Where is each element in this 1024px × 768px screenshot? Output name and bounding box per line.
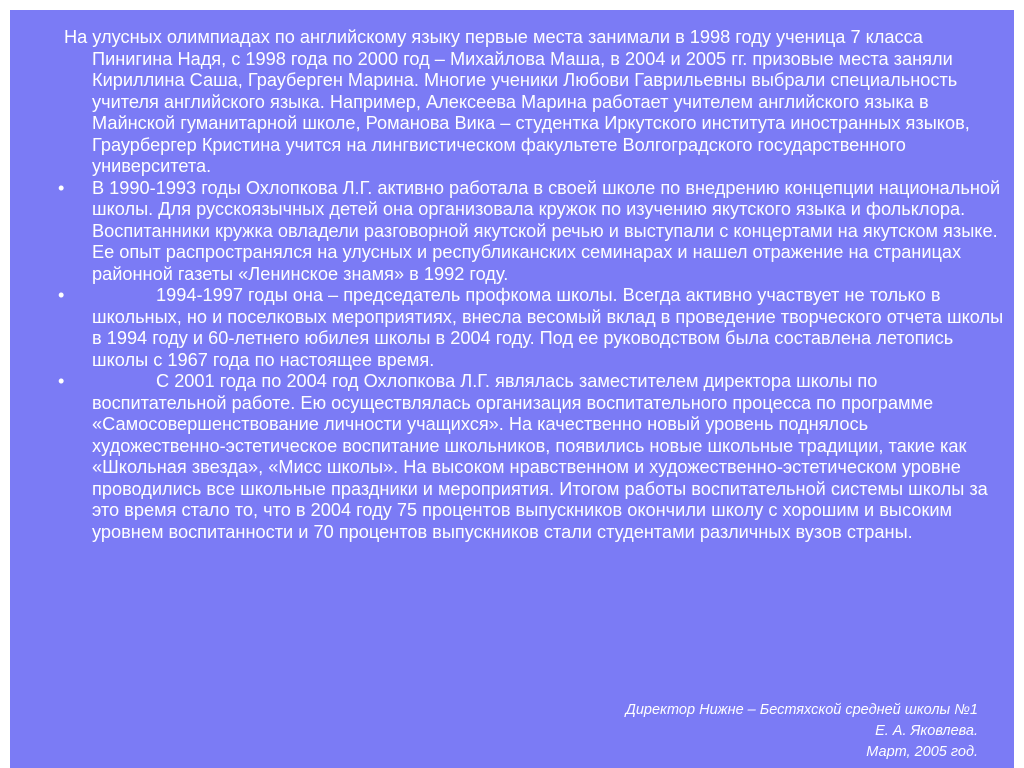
signature-date: Март, 2005 год.	[866, 744, 978, 760]
slide-body	[58, 27, 1004, 543]
paragraph-text: 1994-1997 годы она – председатель профкома школы. Всегда активно участвует не только в школьных, но и поселковых мероприятиях, внесла весомый вклад в проведение творческого отчета школы в 1994 году и 60-летнего юбилея школы в 2004 году. Под ее руководством была составлена летопись школы с 1967 года по настоящее время.	[92, 285, 1004, 370]
signature-block	[626, 700, 978, 763]
paragraph-olympiads	[64, 27, 1004, 178]
paragraph-text: С 2001 года по 2004 год Охлопкова Л.Г. являлась заместителем директора школы по воспитательной работе. Ею осуществлялась организация воспитательного процесса по программе «Самосовершенствование личности учащихся». На качественно новый уровень поднялось художественно-эстетическое воспитание школьников, появились новые школьные традиции, такие как «Школьная звезда», «Мисс школы». На высоком нравственном и художественно-эстетическом уровне проводились все школьные праздники и мероприятия. Итогом работы воспитательной системы школы за это время стало то, что в 2004 году 75 процентов выпускников окончили школу с хорошим и высоким уровнем воспитанности и 70 процентов выпускников стали студентами различных вузов страны.	[92, 371, 988, 542]
bullet-item-national-school	[58, 177, 1004, 286]
bullet-item-trade-union	[58, 285, 1004, 371]
bullet-icon: •	[58, 285, 65, 305]
slide	[10, 10, 1014, 768]
bullet-item-deputy-director	[58, 371, 1004, 543]
bullet-icon: •	[58, 177, 65, 198]
signature-position: Директор Нижне – Бестяхской средней школы №1	[625, 702, 978, 718]
signature-name: Е. А. Яковлева.	[875, 723, 978, 739]
paragraph-text: На улусных олимпиадах по английскому языку первые места занимали в 1998 году ученица 7 класса Пинигина Надя, с 1998 года по 2000 год – Михайлова Маша, в 2004 и 2005 гг. призовые места заняли Кириллина Саша, Грауберген Марина. Многие ученики Любови Гаврильевны выбрали специальность учителя английского языка. Например, Алексеева Марина работает учителем английского языка в Майнской гуманитарной школе, Романова Вика – студентка Иркутского института иностранных языков, Граурбергер Кристина учится на лингвистическом факультете Волгоградского государственного университета.	[64, 27, 970, 176]
paragraph-text: В 1990-1993 годы Охлопкова Л.Г. активно работала в своей школе по внедрению концепции национальной школы. Для русскоязычных детей она организовала кружок по изучению якутского языка и фольклора. Воспитанники кружка овладели разговорной якутской речью и выступали с концертами на якутском языке. Ее опыт распространялся на улусных и республиканских семинарах и нашел отражение на страницах районной газеты «Ленинское знамя» в 1992 году.	[92, 177, 1001, 284]
bullet-icon: •	[58, 371, 65, 391]
